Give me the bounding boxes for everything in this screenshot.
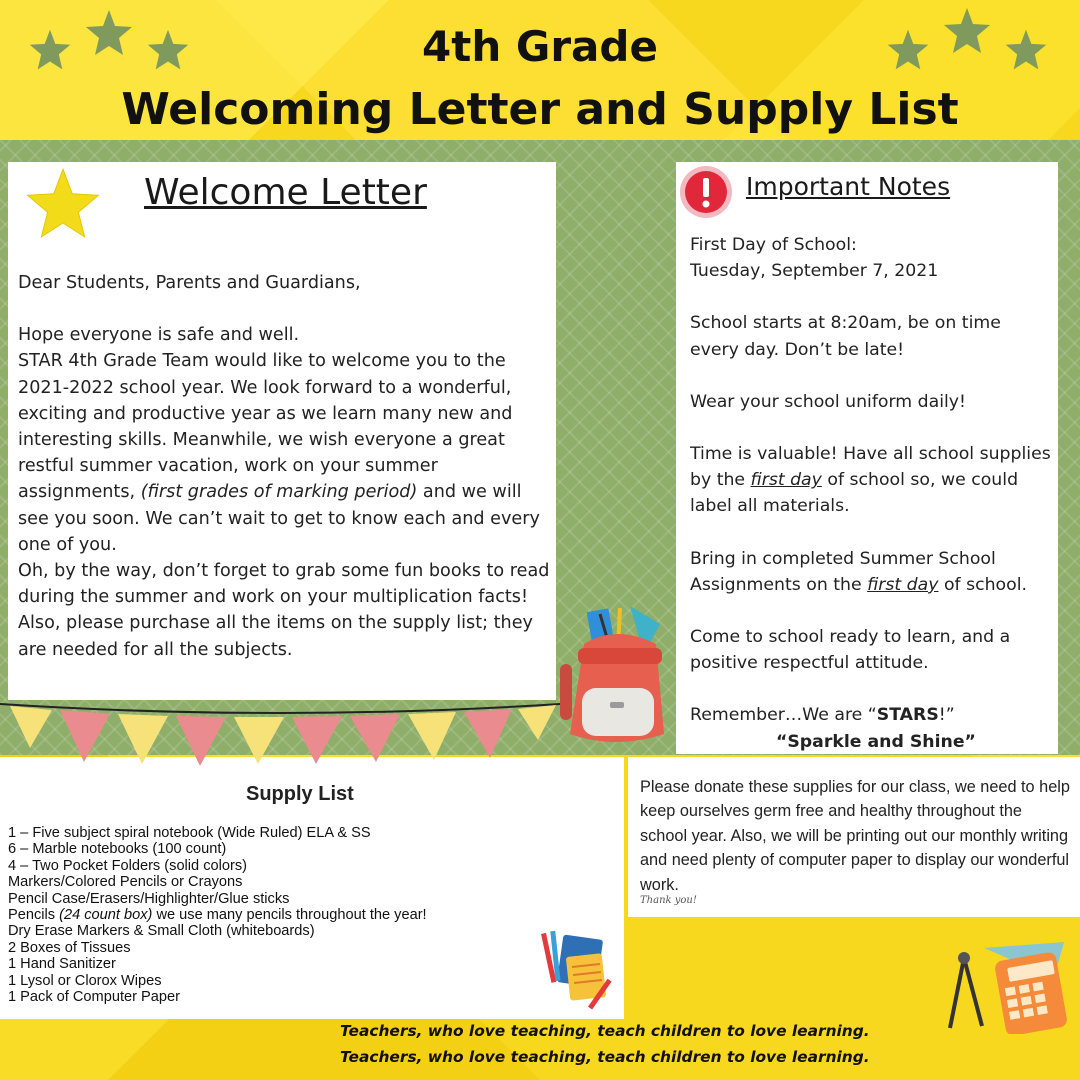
welcome-paragraph: Hope everyone is safe and well. xyxy=(18,325,300,346)
list-item: Markers/Colored Pencils or Crayons xyxy=(8,874,243,891)
welcome-paragraph: STAR 4th Grade Team would like to welcome you to the 2021-2022 school year. We look forward to a wonderful, exciting and productive year as we learn many new and interesting skills. Meanwhile, we wish everyone a great restful summer vacation, work on your summer assignments, (first grades of marking period) and we will see you soon. We can’t wait to get to know each and every one of you. xyxy=(18,351,540,555)
list-item: 2 Boxes of Tissues xyxy=(8,939,131,956)
important-notes-card xyxy=(676,162,1058,754)
note-text: School starts at 8:20am, be on time every day. Don’t be late! xyxy=(690,313,1001,360)
note-text: Tuesday, September 7, 2021 xyxy=(690,261,939,282)
supply-list-card xyxy=(0,757,624,1019)
notes-body xyxy=(690,232,1055,755)
list-item: 6 – Marble notebooks (100 count) xyxy=(8,841,227,858)
notebooks-pencils-icon xyxy=(538,927,622,1011)
list-item: Pencil Case/Erasers/Highlighter/Glue sticks xyxy=(8,890,290,907)
welcome-letter-card xyxy=(8,162,556,700)
thank-you-signature: Thank you! xyxy=(640,895,697,906)
calculator-icon xyxy=(944,938,1074,1034)
note-text: Bring in completed Summer School Assignments on the first day of school. xyxy=(690,548,1027,595)
list-item: 1 – Five subject spiral notebook (Wide Ruled) ELA & SS xyxy=(8,825,371,841)
notes-title: Important Notes xyxy=(746,172,951,201)
donation-note-card xyxy=(628,757,1080,917)
note-text: Come to school ready to learn, and a positive respectful attitude. xyxy=(690,627,1011,674)
slogan: “Sparkle and Shine” xyxy=(776,731,976,752)
backpack-icon xyxy=(560,604,672,754)
list-item: 4 – Two Pocket Folders (solid colors) xyxy=(8,857,248,874)
star-icon xyxy=(24,166,102,240)
list-item: 1 Pack of Computer Paper xyxy=(8,989,180,1006)
note-text: First Day of School: xyxy=(690,235,857,255)
note-text: Time is valuable! Have all school supplies by the first day of school so, we could label all materials. xyxy=(690,444,1051,517)
list-item: Dry Erase Markers & Small Cloth (whiteboards) xyxy=(8,923,315,940)
greeting: Dear Students, Parents and Guardians, xyxy=(18,273,361,293)
welcome-paragraph: Oh, by the way, don’t forget to grab some fun books to read during the summer and work on your multiplication facts! Also, please purchase all the items on the supply list; they are needed for all the subjects. xyxy=(18,561,550,660)
donation-text: Please donate these supplies for our class, we need to help keep ourselves germ free and healthy throughout the school year. Also, we will be printing out our monthly writing and need plenty of computer paper to display our wonderful work. xyxy=(640,778,1070,894)
welcome-title: Welcome Letter xyxy=(144,172,427,213)
welcome-body xyxy=(18,270,554,663)
supply-list xyxy=(8,825,620,1005)
note-text: Wear your school uniform daily! xyxy=(690,391,966,412)
list-item: 1 Hand Sanitizer xyxy=(8,956,116,973)
list-item: Pencils (24 count box) we use many pencils throughout the year! xyxy=(8,907,427,924)
supply-title: Supply List xyxy=(246,783,354,805)
header-title-line1: 4th Grade xyxy=(422,22,658,71)
note-text: Remember…We are “STARS!” xyxy=(690,705,955,726)
header-title-line2: Welcoming Letter and Supply List xyxy=(121,84,959,135)
footer-quote: Teachers, who love teaching, teach children to love learning. xyxy=(340,1022,870,1040)
bunting-decoration xyxy=(0,700,560,770)
alert-icon xyxy=(678,164,734,220)
list-item: 1 Lysol or Clorox Wipes xyxy=(8,972,162,989)
footer-quote: Teachers, who love teaching, teach children to love learning. xyxy=(340,1048,870,1066)
